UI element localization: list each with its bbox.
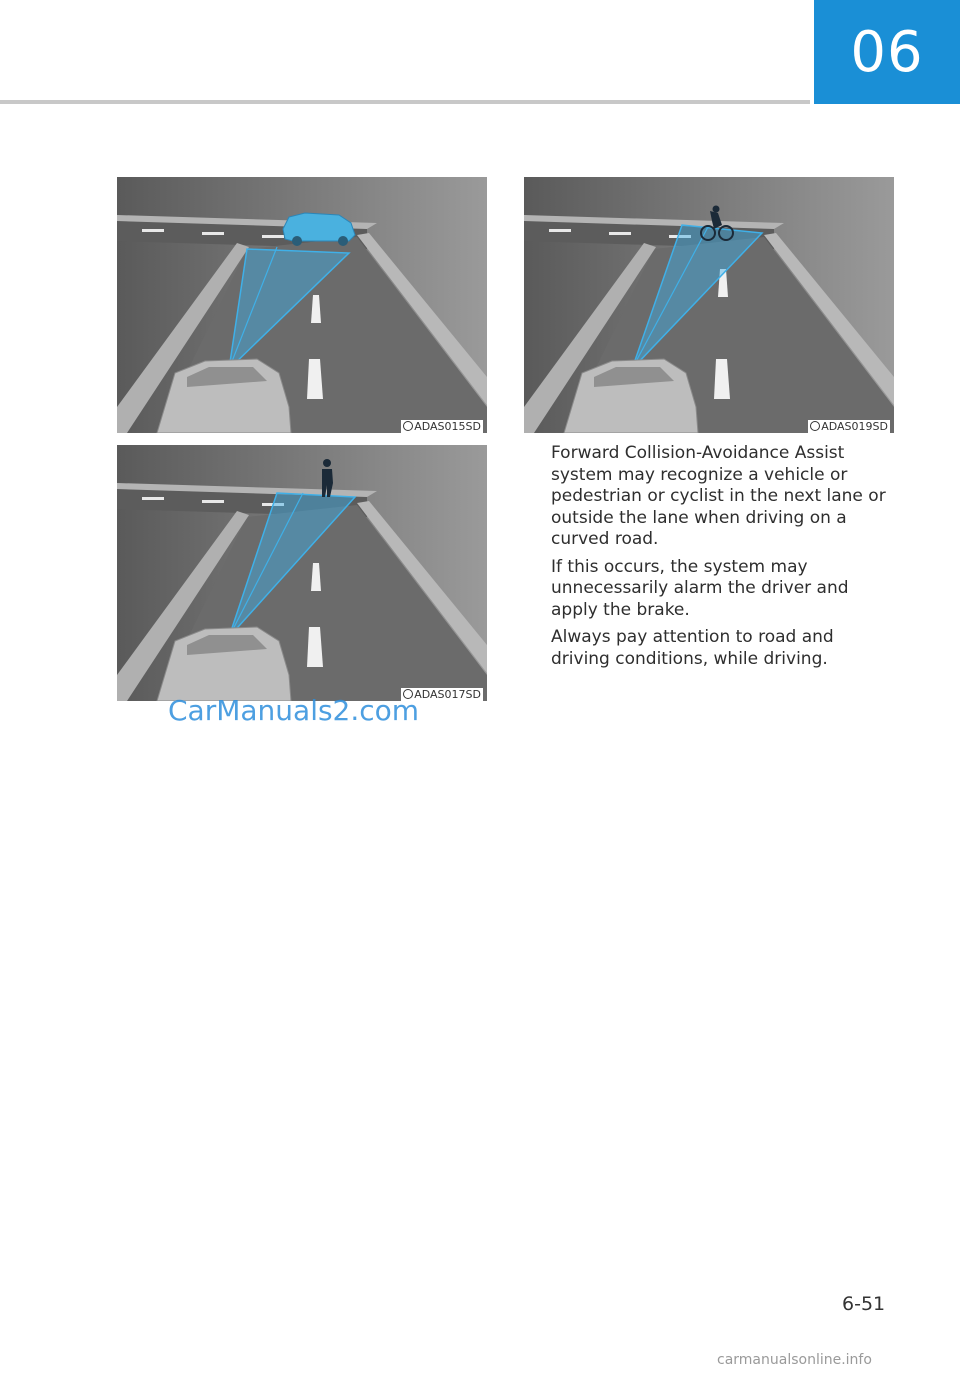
figure-code: ADAS019SD — [808, 420, 890, 433]
watermark: CarManuals2.com — [168, 694, 420, 727]
illustration-cyclist — [524, 177, 894, 433]
circle-o-icon — [810, 421, 820, 431]
header-rule — [0, 100, 810, 104]
circle-o-icon — [403, 421, 413, 431]
paragraph: Forward Collision-Avoidance Assist system may recognize a vehicle or pedestrian or cyclist in the next lane or outside the lane when driving on a curved road. — [551, 443, 886, 549]
figure-pedestrian-detection — [117, 445, 487, 701]
illustration-pedestrian — [117, 445, 487, 701]
chapter-tab — [814, 0, 960, 104]
paragraph: Always pay attention to road and driving conditions, while driving. — [551, 627, 834, 669]
body-text — [551, 443, 891, 676]
paragraph: If this occurs, the system may unnecessarily alarm the driver and apply the brake. — [551, 556, 849, 620]
figure-code: ADAS015SD — [401, 420, 483, 433]
footer-site: carmanualsonline.info — [717, 1352, 872, 1368]
page-number: 6-51 — [842, 1293, 886, 1315]
chapter-number: 06 — [850, 19, 924, 85]
figure-code: ADAS017SD — [401, 688, 483, 701]
figure-cyclist-detection — [524, 177, 894, 433]
figure-vehicle-detection — [117, 177, 487, 433]
illustration-vehicle — [117, 177, 487, 433]
